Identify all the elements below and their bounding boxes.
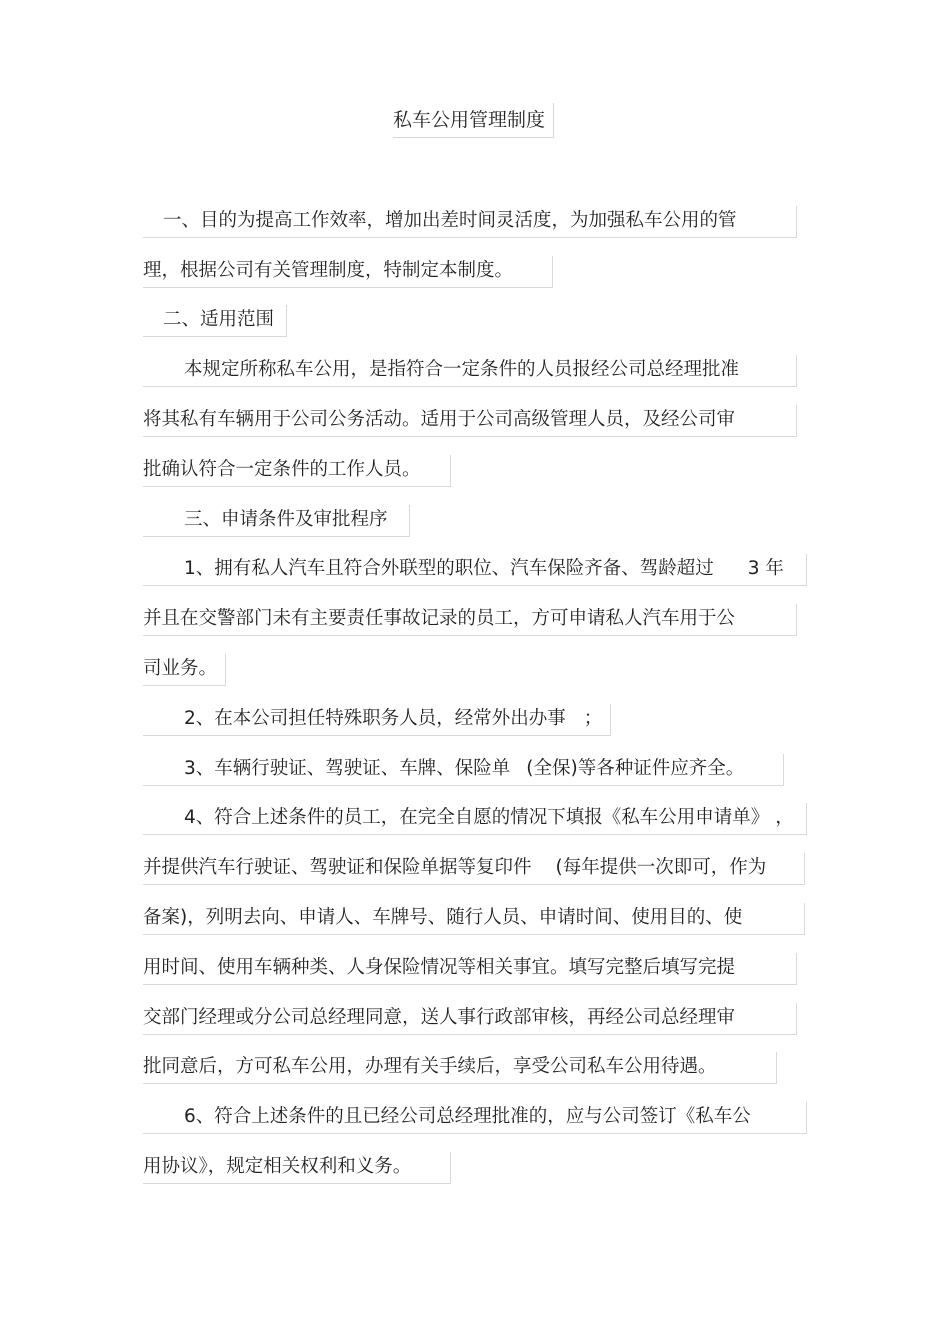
line-text: 用时间、使用车辆种类、人身保险情况等相关事宜。填写完整后填写完提	[143, 957, 736, 978]
document-title: 私车公用管理制度	[393, 103, 554, 138]
line-text: 1、拥有私人汽车且符合外联型的职位、汽车保险齐备、驾龄超过	[184, 558, 714, 579]
section-heading	[143, 505, 410, 537]
line-text: ；	[583, 708, 603, 729]
paragraph-line	[143, 206, 797, 238]
paragraph-line	[143, 1003, 797, 1035]
paragraph-line	[143, 953, 797, 985]
line-text: 6、符合上述条件的且已经公司总经理批准的，应与公司签订《私车公	[184, 1106, 751, 1127]
line-text: 3、车辆行驶证、驾驶证、车牌、保险单	[184, 758, 511, 779]
line-text: 本规定所称私车公用，是指符合一定条件的人员报经公司总经理批准	[184, 359, 740, 380]
paragraph-line	[143, 256, 553, 288]
paragraph-line	[143, 455, 451, 487]
paragraph-line	[143, 853, 805, 885]
line-text: 并且在交警部门未有主要责任事故记录的员工，方可申请私人汽车用于公	[143, 608, 736, 629]
line-text: ，	[775, 807, 794, 828]
line-text: 并提供汽车行驶证、驾驶证和保险单据等复印件	[143, 857, 532, 878]
line-text: 3 年	[747, 558, 784, 579]
line-text: 2、在本公司担任特殊职务人员，经常外出办事	[184, 708, 566, 729]
line-text: 4、符合上述条件的员工，在完全自愿的情况下填报《私车公用申请单》	[184, 807, 770, 828]
line-text: 用协议》，规定相关权利和义务。	[143, 1156, 412, 1177]
paragraph-line	[143, 1152, 451, 1184]
line-text: 一、目的为提高工作效率，增加出差时间灵活度，为加强私车公用的管	[163, 210, 737, 231]
paragraph-line	[143, 803, 807, 835]
line-text: 批确认符合一定条件的工作人员。	[143, 459, 421, 480]
line-text: 批同意后，方可私车公用，办理有关手续后，享受公司私车公用待遇。	[143, 1056, 717, 1077]
line-text: 三、申请条件及审批程序	[184, 509, 388, 530]
paragraph-line	[143, 1102, 807, 1134]
paragraph-line	[143, 903, 805, 935]
section-heading	[143, 305, 287, 337]
paragraph-line	[143, 654, 226, 686]
paragraph-line	[143, 355, 797, 387]
line-text: 二、适用范围	[163, 309, 275, 330]
line-text: 备案)，列明去向、申请人、车牌号、随行人员、申请时间、使用目的、使	[143, 907, 743, 928]
line-text: 司业务。	[143, 658, 218, 679]
line-text: (每年提供一次即可，作为	[555, 857, 767, 878]
paragraph-line	[143, 405, 797, 437]
paragraph-line	[143, 604, 797, 636]
paragraph-line	[143, 754, 784, 786]
line-text: 理，根据公司有关管理制度，特制定本制度。	[143, 260, 514, 281]
line-text: 将其私有车辆用于公司公务活动。适用于公司高级管理人员，及经公司审	[143, 409, 736, 430]
line-text: (全保)等各种证件应齐全。	[526, 758, 745, 779]
paragraph-line	[143, 704, 611, 736]
paragraph-line	[143, 1052, 777, 1084]
paragraph-line	[143, 554, 807, 586]
line-text: 交部门经理或分公司总经理同意，送人事行政部审核，再经公司总经理审	[143, 1007, 736, 1028]
